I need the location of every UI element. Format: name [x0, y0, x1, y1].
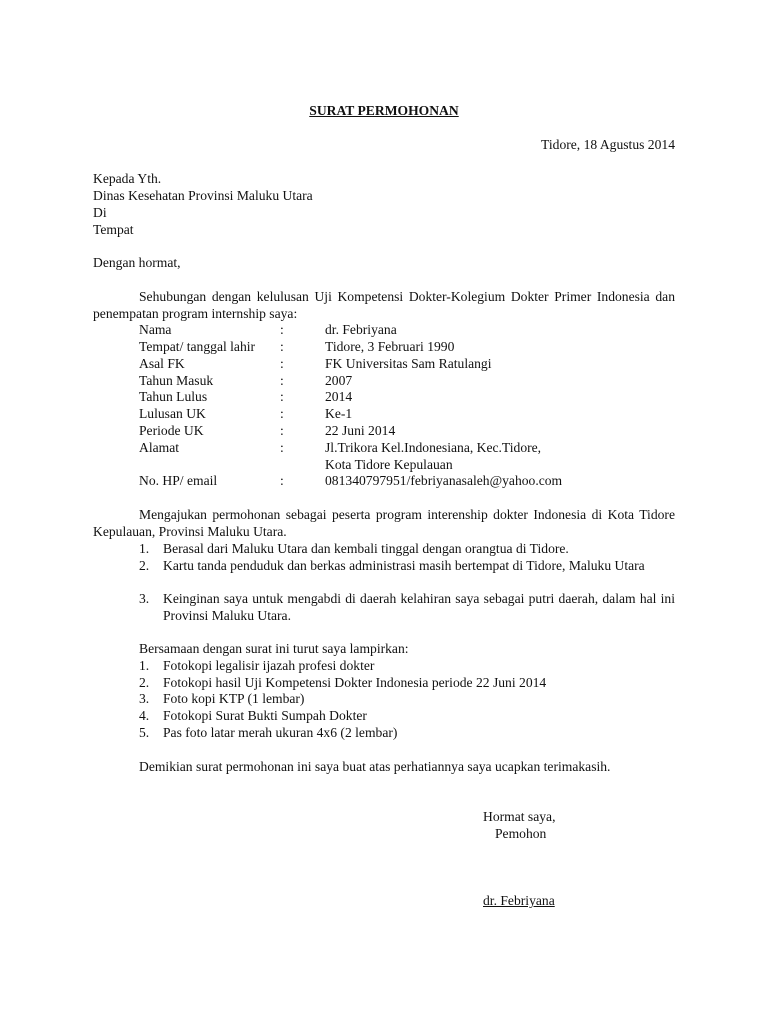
signature-salutation: Hormat saya, [483, 809, 556, 824]
identity-value: 2014 [325, 389, 353, 404]
identity-value: 2007 [325, 373, 353, 388]
identity-label: Asal FK [139, 356, 185, 371]
recipient-line-3: Di [93, 205, 107, 220]
identity-label: Nama [139, 322, 172, 337]
list-number: 2. [139, 558, 150, 573]
identity-colon: : [280, 373, 284, 388]
list-text: Fotokopi hasil Uji Kompetensi Dokter Indonesia periode 22 Juni 2014 [163, 675, 547, 690]
place-date: Tidore, 18 Agustus 2014 [541, 137, 675, 152]
identity-colon: : [280, 406, 284, 421]
identity-label: Alamat [139, 440, 180, 455]
identity-colon: : [280, 440, 284, 455]
recipient-line-2: Dinas Kesehatan Provinsi Maluku Utara [93, 188, 313, 203]
signature-name: dr. Febriyana [483, 893, 555, 908]
identity-value: Tidore, 3 Februari 1990 [325, 339, 455, 354]
list-text: Berasal dari Maluku Utara dan kembali tinggal dengan orangtua di Tidore. [163, 541, 569, 556]
list-number: 5. [139, 725, 150, 740]
identity-value: Kota Tidore Kepulauan [325, 457, 453, 472]
identity-colon: : [280, 423, 284, 438]
identity-value: 22 Juni 2014 [325, 423, 396, 438]
identity-colon: : [280, 339, 284, 354]
identity-value: dr. Febriyana [325, 322, 397, 337]
identity-colon: : [280, 473, 284, 488]
identity-colon: : [280, 389, 284, 404]
identity-label: Tahun Masuk [139, 373, 214, 388]
identity-colon: : [280, 322, 284, 337]
identity-label: Tahun Lulus [139, 389, 208, 404]
list-number: 3. [139, 591, 150, 606]
list-text: Fotokopi Surat Bukti Sumpah Dokter [163, 708, 367, 723]
identity-value: Ke-1 [325, 406, 353, 421]
identity-colon: : [280, 356, 284, 371]
list-number: 1. [139, 658, 150, 673]
list-text: Kartu tanda penduduk dan berkas administrasi masih bertempat di Tidore, Maluku Utara [163, 558, 645, 573]
identity-value: 081340797951/febriyanasaleh@yahoo.com [325, 473, 563, 488]
recipient-line-1: Kepada Yth. [93, 171, 162, 186]
identity-label: Tempat/ tanggal lahir [139, 339, 256, 354]
identity-label: Lulusan UK [139, 406, 206, 421]
list-number: 2. [139, 675, 150, 690]
identity-value: FK Universitas Sam Ratulangi [325, 356, 492, 371]
recipient-line-4: Tempat [93, 222, 134, 237]
list-number: 4. [139, 708, 150, 723]
list-text: Foto kopi KTP (1 lembar) [163, 691, 305, 706]
identity-label: Periode UK [139, 423, 204, 438]
list-text: Pas foto latar merah ukuran 4x6 (2 lembar) [163, 725, 398, 740]
letter-title: SURAT PERMOHONAN [309, 103, 459, 118]
identity-value: Jl.Trikora Kel.Indonesiana, Kec.Tidore, [325, 440, 542, 455]
list-text: Fotokopi legalisir ijazah profesi dokter [163, 658, 375, 673]
list-number: 1. [139, 541, 150, 556]
attachments-intro: Bersamaan dengan surat ini turut saya lampirkan: [139, 641, 409, 656]
identity-label: No. HP/ email [139, 473, 218, 488]
request-paragraph: Mengajukan permohonan sebagai peserta program interenship dokter Indonesia di Kota Tidore Kepulauan, Provinsi Maluku Utara. [93, 507, 675, 539]
list-number: 3. [139, 691, 150, 706]
signature-role: Pemohon [495, 826, 547, 841]
list-text: Keinginan saya untuk mengabdi di daerah kelahiran saya sebagai putri daerah, dalam hal ini Provinsi Maluku Utara. [163, 591, 675, 623]
closing-paragraph: Demikian surat permohonan ini saya buat atas perhatiannya saya ucapkan terimakasih. [139, 759, 611, 774]
intro-paragraph: Sehubungan dengan kelulusan Uji Kompetensi Dokter-Kolegium Dokter Primer Indonesia dan penempatan program internship saya: [93, 289, 675, 321]
greeting: Dengan hormat, [93, 255, 181, 270]
